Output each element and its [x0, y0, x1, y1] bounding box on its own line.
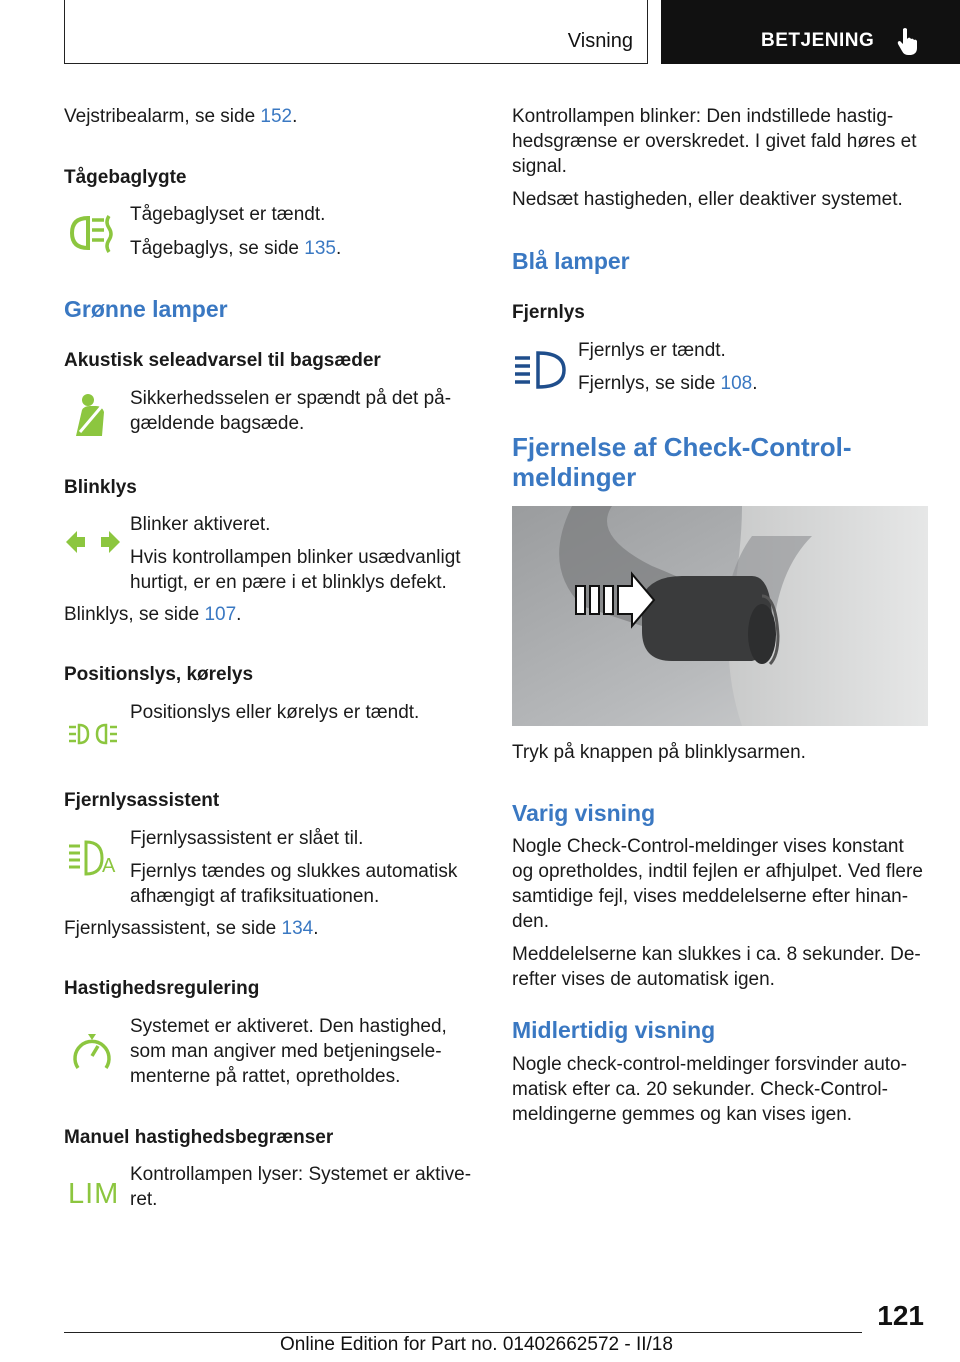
- header-chapter-title: BETJENING: [761, 30, 875, 51]
- high-beam-assistant-icon: [68, 840, 118, 876]
- midler-line-2: matisk efter ca. 20 sekunder. Check-Control-: [512, 1079, 888, 1100]
- taage-line-1: Tågebaglyset er tændt.: [130, 204, 326, 225]
- fj-ref: Fjernlys, se side 108.: [578, 373, 758, 394]
- fa-line-1: Fjernlysassistent er slået til.: [130, 828, 364, 849]
- varig-line-2: og opretholdes, indtil fejlen er afhjulpet. Ved flere: [512, 861, 923, 882]
- footer-divider: [64, 1332, 862, 1333]
- fj-line-1: Fjernlys er tændt.: [578, 340, 726, 361]
- akustisk-line-2: gældende bagsæde.: [130, 413, 305, 434]
- heading-blinklys: Blinklys: [64, 477, 137, 498]
- page-number: 121: [877, 1300, 924, 1331]
- position-light-icon: [68, 722, 118, 746]
- heading-fjernelse: [512, 432, 852, 492]
- lim-icon: LIM: [68, 1178, 120, 1210]
- page-link-152[interactable]: 152: [260, 106, 293, 127]
- position-line-1: Positionslys eller kørelys er tændt.: [130, 702, 420, 723]
- varig-line-5: Meddelelserne kan slukkes i ca. 8 sekunder. De-: [512, 944, 921, 965]
- heading-hastighedsregulering: Hastighedsregulering: [64, 978, 260, 999]
- varig-line-3: samtidige fejl, vises meddelelserne efter hinan-: [512, 886, 909, 907]
- taage-ref-text: Tågebaglys, se side: [130, 238, 305, 259]
- blink-ref-text: Blinklys, se side: [64, 604, 205, 625]
- hand-pointer-icon: [897, 27, 919, 55]
- heading-fjernlys: Fjernlys: [512, 302, 585, 323]
- rear-fog-light-icon: [66, 212, 120, 254]
- blink-line-1: Blinker aktiveret.: [130, 514, 271, 535]
- midler-line-1: Nogle check-control-meldinger forsvinder auto-: [512, 1054, 907, 1075]
- mb-line-1: Kontrollampen lyser: Systemet er aktive-: [130, 1164, 472, 1185]
- blink-line-2: Hvis kontrollampen blinker usædvanligt: [130, 547, 461, 568]
- header-section-tab: [64, 0, 648, 64]
- blink-ref: Blinklys, se side 107.: [64, 604, 242, 625]
- varig-line-1: Nogle Check-Control-meldinger vises konstant: [512, 836, 904, 857]
- fa-line-3: afhængigt af trafiksituationen.: [130, 886, 380, 907]
- varig-line-4: den.: [512, 911, 549, 932]
- vejstribe-ref: Vejstribealarm, se side 152.: [64, 106, 298, 127]
- mb-line-2: ret.: [130, 1189, 158, 1210]
- taage-ref: Tågebaglys, se side 135.: [130, 238, 342, 259]
- heading-taagebaglygte: Tågebaglygte: [64, 167, 187, 188]
- page-link-108[interactable]: 108: [720, 373, 753, 394]
- cruise-control-icon: [70, 1032, 114, 1076]
- hr-line-1: Systemet er aktiveret. Den hastighed,: [130, 1016, 447, 1037]
- heading-fjernelse-line-1: Fjernelse af Check-Control-: [512, 432, 852, 462]
- akustisk-line-1: Sikkerhedsselen er spændt på det på-: [130, 388, 452, 409]
- hr-line-2: som man angiver med betjeningsele-: [130, 1041, 442, 1062]
- kb-line-2: hedsgrænse er overskredet. I givet fald høres et: [512, 131, 917, 152]
- fa-ref-text: Fjernlysassistent, se side: [64, 918, 282, 939]
- fa-line-2: Fjernlys tændes og slukkes automatisk: [130, 861, 458, 882]
- page-link-107[interactable]: 107: [204, 604, 237, 625]
- blink-line-3: hurtigt, er en pære i et blinklys defekt.: [130, 572, 447, 593]
- header-chapter-tab: [661, 0, 960, 64]
- vejstribe-text: Vejstribealarm, se side: [64, 106, 261, 127]
- heading-varig-visning: Varig visning: [512, 800, 656, 826]
- heading-positionslys: Positionslys, kørelys: [64, 664, 254, 685]
- footer-edition: Online Edition for Part no. 01402662572 - II/18: [280, 1334, 673, 1355]
- heading-akustisk: Akustisk seleadvarsel til bagsæder: [64, 350, 381, 371]
- svg-text:A: A: [102, 855, 116, 876]
- turn-signal-icon: [66, 530, 120, 554]
- heading-blaa-lamper: Blå lamper: [512, 248, 630, 274]
- page-link-135[interactable]: 135: [304, 238, 336, 259]
- hr-line-3: menterne på rattet, opretholdes.: [130, 1066, 401, 1087]
- heading-gronne-lamper: Grønne lamper: [64, 296, 228, 322]
- heading-fjernelse-line-2: meldinger: [512, 462, 637, 492]
- header-section-title: Visning: [567, 30, 633, 52]
- kb-line-3: signal.: [512, 156, 567, 177]
- turn-signal-lever-photo: [512, 506, 928, 726]
- page-link-134[interactable]: 134: [281, 918, 314, 939]
- fa-ref: Fjernlysassistent, se side 134.: [64, 918, 319, 939]
- seatbelt-icon: [72, 392, 112, 440]
- heading-fjernlysassistent: Fjernlysassistent: [64, 790, 220, 811]
- midler-line-3: meldingerne gemmes og kan vises igen.: [512, 1104, 853, 1125]
- tryk-caption: Tryk på knappen på blinklysarmen.: [512, 742, 806, 763]
- high-beam-icon: [514, 350, 568, 390]
- heading-manuel: Manuel hastighedsbegrænser: [64, 1127, 334, 1148]
- kb-line-4: Nedsæt hastigheden, eller deaktiver systemet.: [512, 189, 903, 210]
- kb-line-1: Kontrollampen blinker: Den indstillede hastig-: [512, 106, 894, 127]
- fj-ref-text: Fjernlys, se side: [578, 373, 721, 394]
- varig-line-6: refter vises de automatisk igen.: [512, 969, 775, 990]
- heading-midlertidig-visning: Midlertidig visning: [512, 1017, 716, 1043]
